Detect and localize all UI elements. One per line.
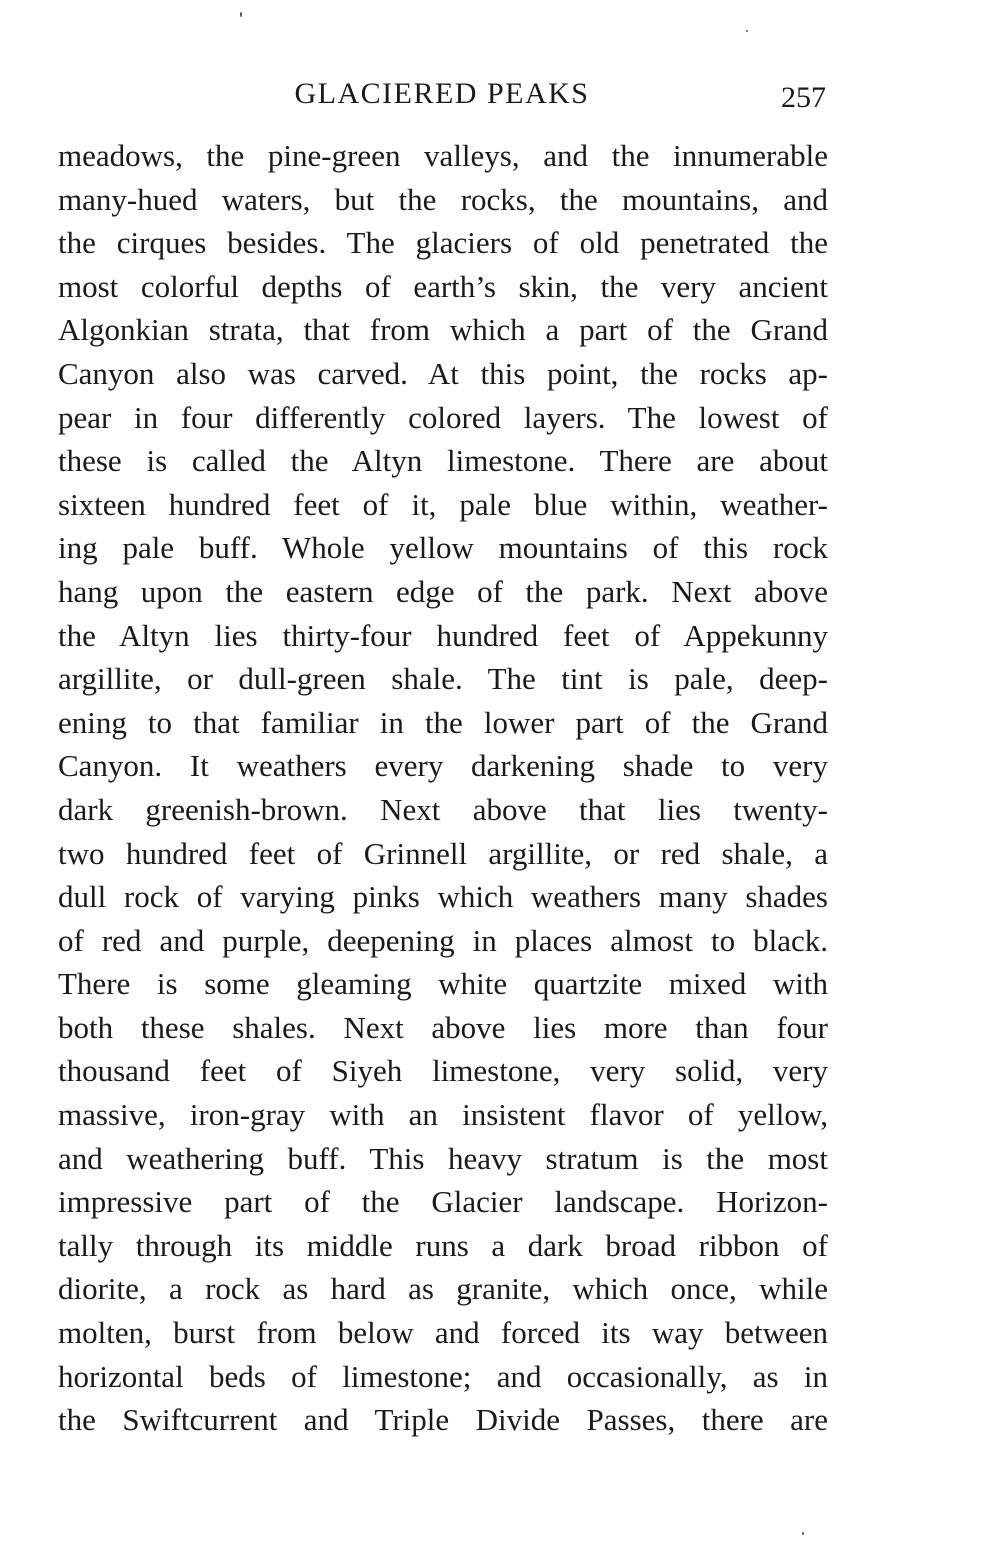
text-line: tally through its middle runs a dark broad ribbon of — [58, 1227, 828, 1263]
text-line: most colorful depths of earth’s skin, the very ancient — [58, 268, 828, 304]
text-line: There is some gleaming white quartzite mixed with — [58, 966, 828, 1002]
text-line: Canyon. It weathers every darkening shade to very — [58, 748, 828, 784]
text-line: thousand feet of Siyeh limestone, very solid, very — [58, 1053, 828, 1089]
body-paragraph — [58, 134, 828, 1442]
running-head — [0, 72, 1000, 116]
text-line: Algonkian strata, that from which a part of the Grand — [58, 312, 828, 348]
text-line: the cirques besides. The glaciers of old penetrated the — [58, 225, 828, 261]
page-number: 257 — [781, 81, 826, 114]
text-line: these is called the Altyn limestone. There are about — [58, 443, 828, 479]
scan-speck — [802, 1532, 804, 1535]
scan-speck — [746, 30, 748, 32]
text-line: Canyon also was carved. At this point, the rocks ap- — [58, 355, 828, 391]
text-line: horizontal beds of limestone; and occasionally, as in — [58, 1358, 828, 1394]
text-line: meadows, the pine-green valleys, and the innumerable — [58, 138, 828, 173]
text-line: dull rock of varying pinks which weathers many shades — [58, 879, 828, 915]
text-line: and weathering buff. This heavy stratum is the most — [58, 1140, 828, 1176]
text-line: many-hued waters, but the rocks, the mountains, and — [58, 181, 828, 217]
text-line: of red and purple, deepening in places almost to black. — [58, 922, 828, 958]
text-line: dark greenish-brown. Next above that lies twenty- — [58, 791, 828, 827]
text-line: pear in four differently colored layers. The lowest of — [58, 399, 828, 435]
text-line: two hundred feet of Grinnell argillite, or red shale, a — [58, 835, 828, 871]
text-line: argillite, or dull-green shale. The tint is pale, deep- — [58, 661, 828, 697]
scan-speck — [240, 12, 242, 17]
text-line: massive, iron-gray with an insistent flavor of yellow, — [58, 1097, 828, 1133]
text-line: hang upon the eastern edge of the park. Next above — [58, 573, 828, 609]
text-line: diorite, a rock as hard as granite, which once, while — [58, 1271, 828, 1307]
text-line: impressive part of the Glacier landscape. Horizon- — [58, 1184, 828, 1220]
text-line: ening to that familiar in the lower part of the Grand — [58, 704, 828, 740]
text-line: the Altyn lies thirty-four hundred feet of Appekunny — [58, 617, 828, 653]
text-line: ing pale buff. Whole yellow mountains of this rock — [58, 530, 828, 566]
text-line: molten, burst from below and forced its way between — [58, 1315, 828, 1351]
text-line: both these shales. Next above lies more than four — [58, 1009, 828, 1045]
text-line: the Swiftcurrent and Triple Divide Passes, there are — [58, 1402, 828, 1438]
running-title: GLACIERED PEAKS — [294, 77, 590, 110]
text-line: sixteen hundred feet of it, pale blue within, weather- — [58, 486, 828, 522]
